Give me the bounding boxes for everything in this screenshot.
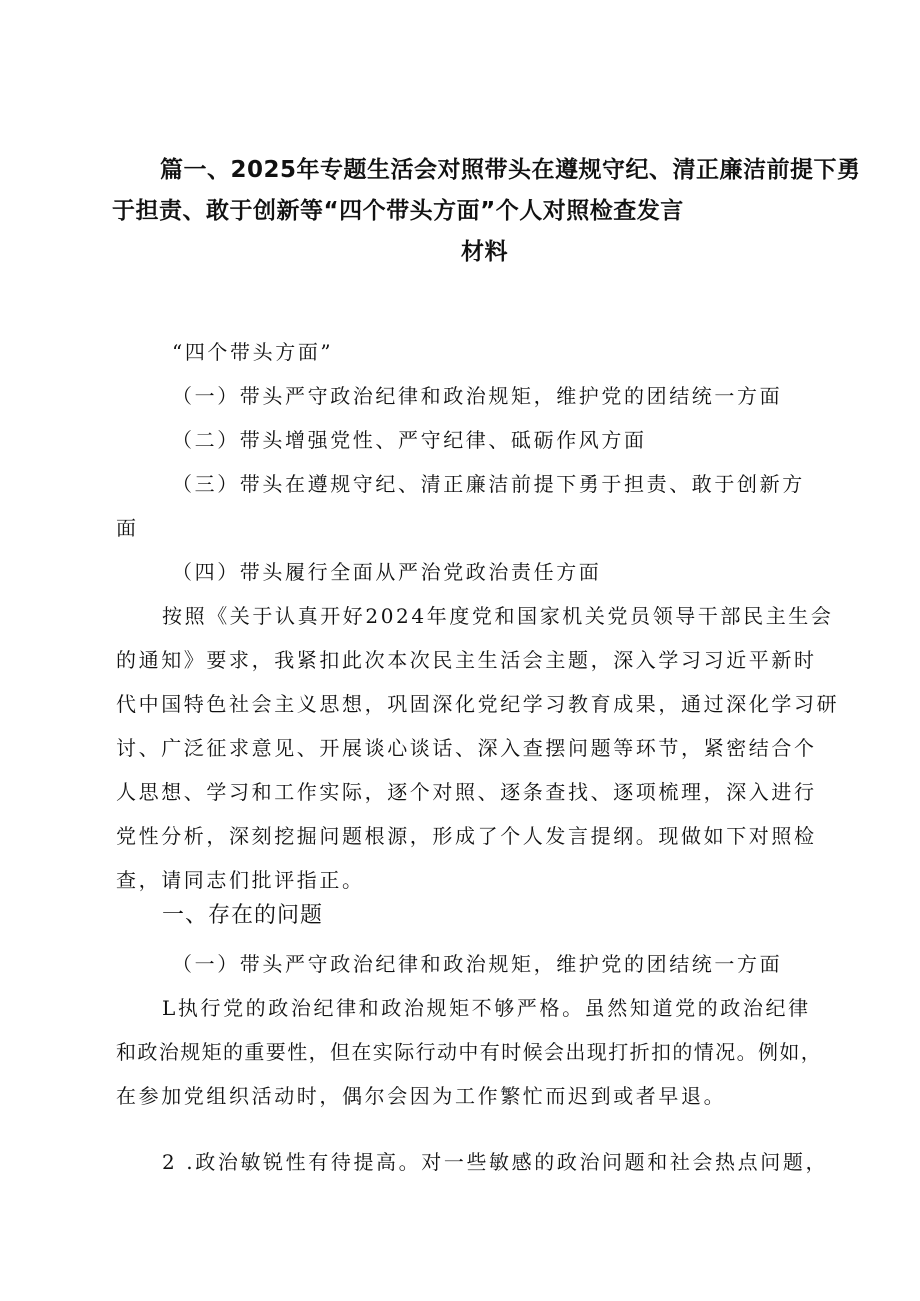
intro-line: 的通知》要求，我紧扣此次本次民主生活会主题，深入学习习近平新时 [116, 648, 817, 672]
intro-line: 查，请同志们批评指正。 [116, 868, 365, 892]
intro-line: 人思想、学习和工作实际，逐个对照、逐条查找、逐项梳理，深入进行 [116, 780, 817, 804]
list-item-1: （一）带头严守政治纪律和政治规矩，维护党的团结统一方面 [172, 384, 783, 408]
list-item-2: （二）带头增强党性、严守纪律、砥砺作风方面 [172, 428, 647, 452]
problem-1-line: 在参加党组织活动时，偶尔会因为工作繁忙而迟到或者早退。 [116, 1084, 727, 1108]
problem-1-line: L执行党的政治纪律和政治规矩不够严格。虽然知道党的政治纪律 [162, 996, 811, 1020]
subsection-heading: （一）带头严守政治纪律和政治规矩，维护党的团结统一方面 [172, 952, 783, 976]
list-item-3: （三）带头在遵规守纪、清正廉洁前提下勇于担责、敢于创新方 [172, 472, 805, 496]
intro-line: 讨、广泛征求意见、开展谈心谈话、深入查摆问题等环节，紧密结合个 [116, 736, 817, 760]
four-aspects-list [116, 330, 836, 594]
intro-line: 党性分析，深刻挖掘问题根源，形成了个人发言提纲。现做如下对照检 [116, 824, 817, 848]
problem-2-paragraph [116, 1140, 836, 1184]
title-line-3: 材料 [461, 239, 508, 265]
intro-paragraph [116, 594, 840, 902]
title-line-1: 篇一、2025年专题生活会对照带头在遵规守纪、清正廉洁前提下勇 [160, 157, 861, 183]
list-item-4: （四）带头履行全面从严治党政治责任方面 [172, 560, 602, 584]
problem-2-line: 2 .政治敏锐性有待提高。对一些敏感的政治问题和社会热点问题， [162, 1150, 829, 1174]
section-1-content [116, 942, 836, 1118]
list-header: “四个带头方面” [172, 340, 334, 364]
intro-line: 按照《关于认真开好2024年度党和国家机关党员领导干部民主生会 [162, 604, 834, 628]
intro-line: 代中国特色社会主义思想，巩固深化党纪学习教育成果，通过深化学习研 [116, 692, 840, 716]
list-item-3-cont: 面 [116, 516, 139, 540]
problem-1-line: 和政治规矩的重要性，但在实际行动中有时候会出现打折扣的情况。例如， [116, 1040, 823, 1064]
section-heading: 一、存在的问题 [162, 903, 324, 928]
document-title [112, 150, 861, 273]
title-line-2: 于担责、敢于创新等“四个带头方面”个人对照检查发言 [112, 198, 684, 224]
